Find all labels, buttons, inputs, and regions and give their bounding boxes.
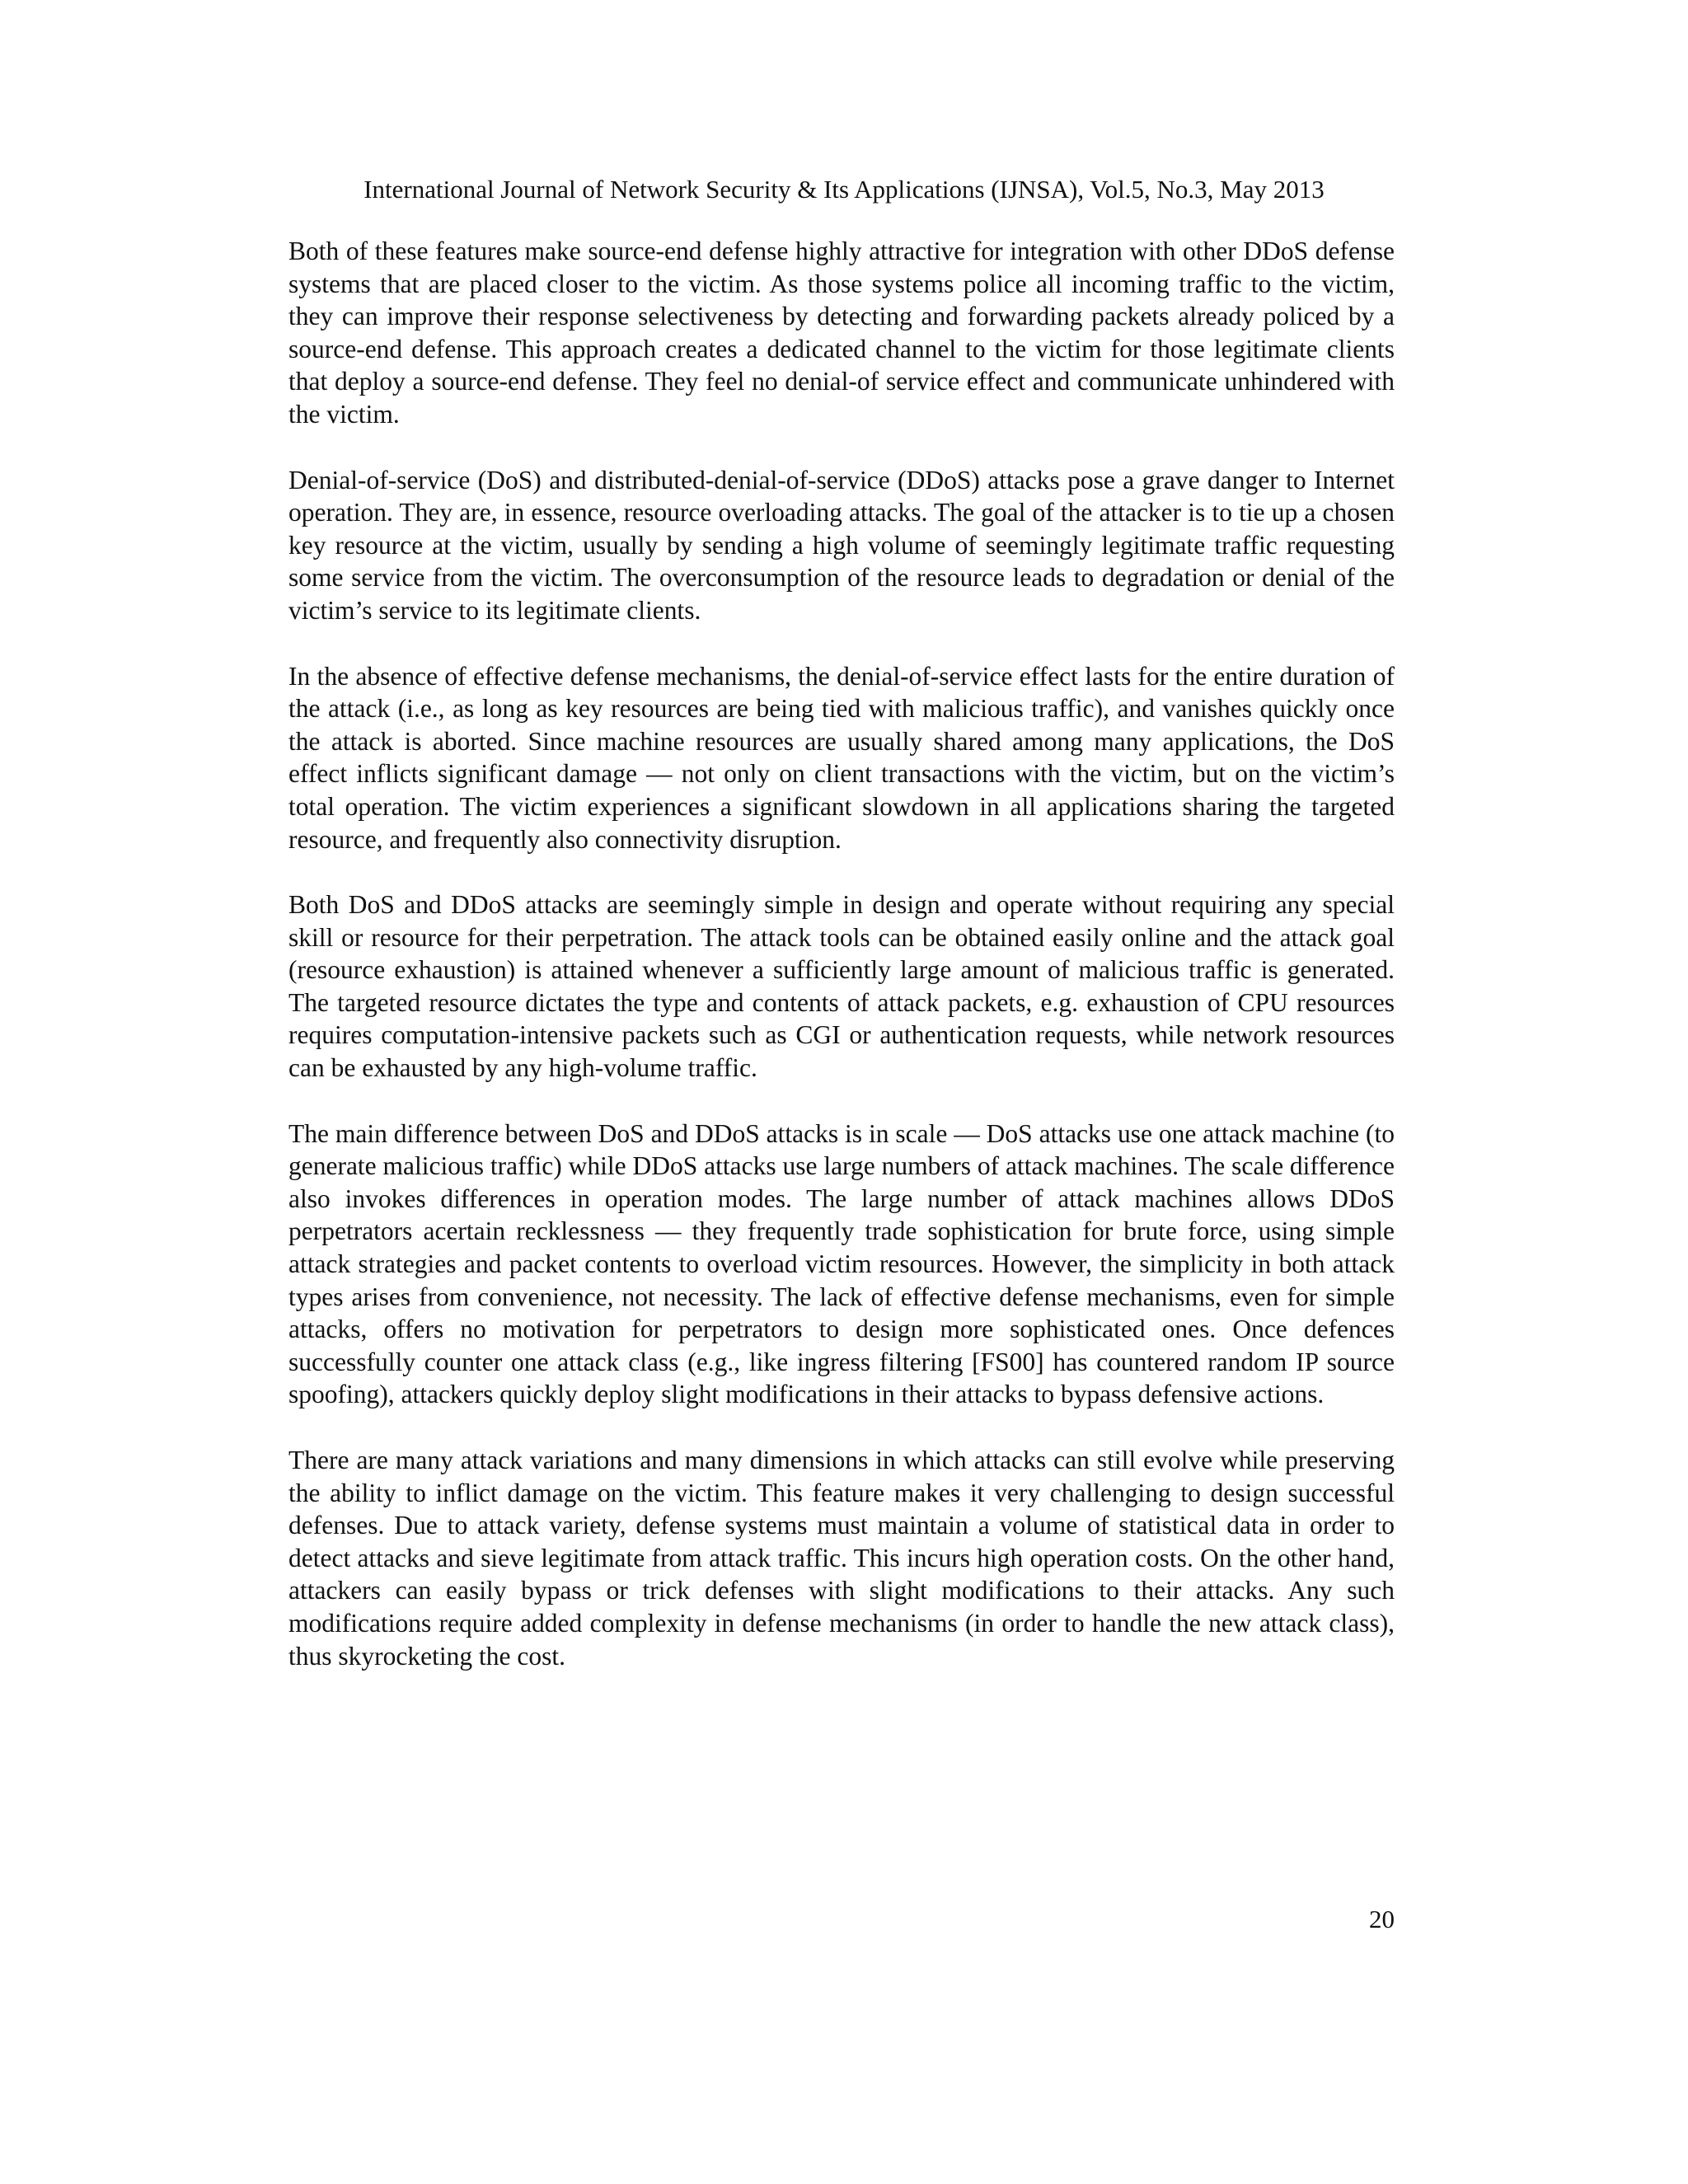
paragraph-source-end-defense: Both of these features make source-end defense highly attractive for integration with other DDoS defense systems that are placed closer to the victim. As those systems police all incoming traffic to the victim, they can improve their response selectiveness by detecting and forwarding packets already policed by a source-end defense. This approach creates a dedicated channel to the victim for those legitimate clients that deploy a source-end defense. They feel no denial-of service effect and communicate unhindered with the victim.	[288, 237, 1395, 429]
running-header: International Journal of Network Security & Its Applications (IJNSA), Vol.5, No.3, May 2013	[363, 175, 1325, 204]
paragraph-attack-variations: There are many attack variations and many dimensions in which attacks can still evolve while preserving the ability to inflict damage on the victim. This feature makes it very challenging to design successful defenses. Due to attack variety, defense systems must maintain a volume of statistical data in order to detect attacks and sieve legitimate from attack traffic. This incurs high operation costs. On the other hand, attackers can easily bypass or trick defenses with slight modifications to their attacks. Any such modifications require added complexity in defense mechanisms (in order to handle the new attack class), thus skyrocketing the cost.	[288, 1446, 1395, 1671]
page-number: 20	[1369, 1905, 1395, 1933]
paragraph-dos-vs-ddos-scale: The main difference between DoS and DDoS attacks is in scale — DoS attacks use one attack machine (to generate malicious traffic) while DDoS attacks use large numbers of attack machines. The scale difference also invokes differences in operation modes. The large number of attack machines allows DDoS perpetrators acertain recklessness — they frequently trade sophistication for brute force, using simple attack strategies and packet contents to overload victim resources. However, the simplicity in both attack types arises from convenience, not necessity. The lack of effective defense mechanisms, even for simple attacks, offers no motivation for perpetrators to design more sophisticated ones. Once defences successfully counter one attack class (e.g., like ingress filtering [FS00] has countered random IP source spoofing), attackers quickly deploy slight modifications in their attacks to bypass defensive actions.	[288, 1118, 1395, 1409]
paragraph-dos-ddos-definition: Denial-of-service (DoS) and distributed-denial-of-service (DDoS) attacks pose a grave danger to Internet operation. They are, in essence, resource overloading attacks. The goal of the attacker is to tie up a chosen key resource at the victim, usually by sending a high volume of seemingly legitimate traffic requesting some service from the victim. The overconsumption of the resource leads to degradation or denial of the victim’s service to its legitimate clients.	[288, 465, 1395, 625]
body-text	[288, 235, 1395, 1705]
paragraph-attack-simplicity: Both DoS and DDoS attacks are seemingly simple in design and operate without requiring any special skill or resource for their perpetration. The attack tools can be obtained easily online and the attack goal (resource exhaustion) is attained whenever a sufficiently large amount of malicious traffic is generated. The targeted resource dictates the type and contents of attack packets, e.g. exhaustion of CPU resources requires computation-intensive packets such as CGI or authentication requests, while network resources can be exhausted by any high-volume traffic.	[288, 890, 1395, 1083]
paragraph-absence-of-defense: In the absence of effective defense mechanisms, the denial-of-service effect lasts for the entire duration of the attack (i.e., as long as key resources are being tied with malicious traffic), and vanishes quickly once the attack is aborted. Since machine resources are usually shared among many applications, the DoS effect inflicts significant damage — not only on client transactions with the victim, but on the victim’s total operation. The victim experiences a significant slowdown in all applications sharing the targeted resource, and frequently also connectivity disruption.	[288, 661, 1395, 854]
